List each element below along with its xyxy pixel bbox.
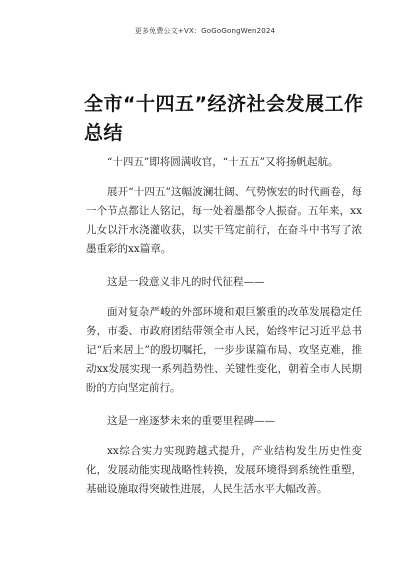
paragraph-3: 这是一段意义非凡的时代征程—— xyxy=(107,276,265,288)
document-body xyxy=(86,153,362,513)
paragraph-2: 展开“十四五”这幅波澜壮阔、气势恢宏的时代画卷，每一个节点都让人铭记，每一处着墨都令人振奋。五年来，xx儿女以汗水浇灌收获，以实干笃定前行，在奋斗中书写了浓墨重彩的xx篇章。 xyxy=(86,186,362,255)
header-note: 更多免费公文+VX：GoGoGongWen2024 xyxy=(134,27,276,35)
paragraph-4: 面对复杂严峻的外部环境和艰巨繁重的改革发展稳定任务，市委、市政府团结带领全市人民，始终牢记习近平总书记“后来居上”的殷切嘱托，一步步谋篇布局、攻坚克难，推动xx发展实现一系列趋势性、关键性变化，朝着全市人民期盼的方向坚定前行。 xyxy=(86,306,362,394)
paragraph-1: “十四五”即将圆满收官，“十五五”又将扬帆起航。 xyxy=(107,156,339,168)
paragraph-5: 这是一座逐梦未来的重要里程碑—— xyxy=(107,415,275,427)
paragraph-6: xx综合实力实现跨越式提升，产业结构发生历史性变化，发展动能实现战略性转换，发展环境得到系统性重塑，基础设施取得突破性进展，人民生活水平大幅改善。 xyxy=(86,445,362,495)
document-title: 全市“十四五”经济社会发展工作总结 xyxy=(84,93,364,144)
